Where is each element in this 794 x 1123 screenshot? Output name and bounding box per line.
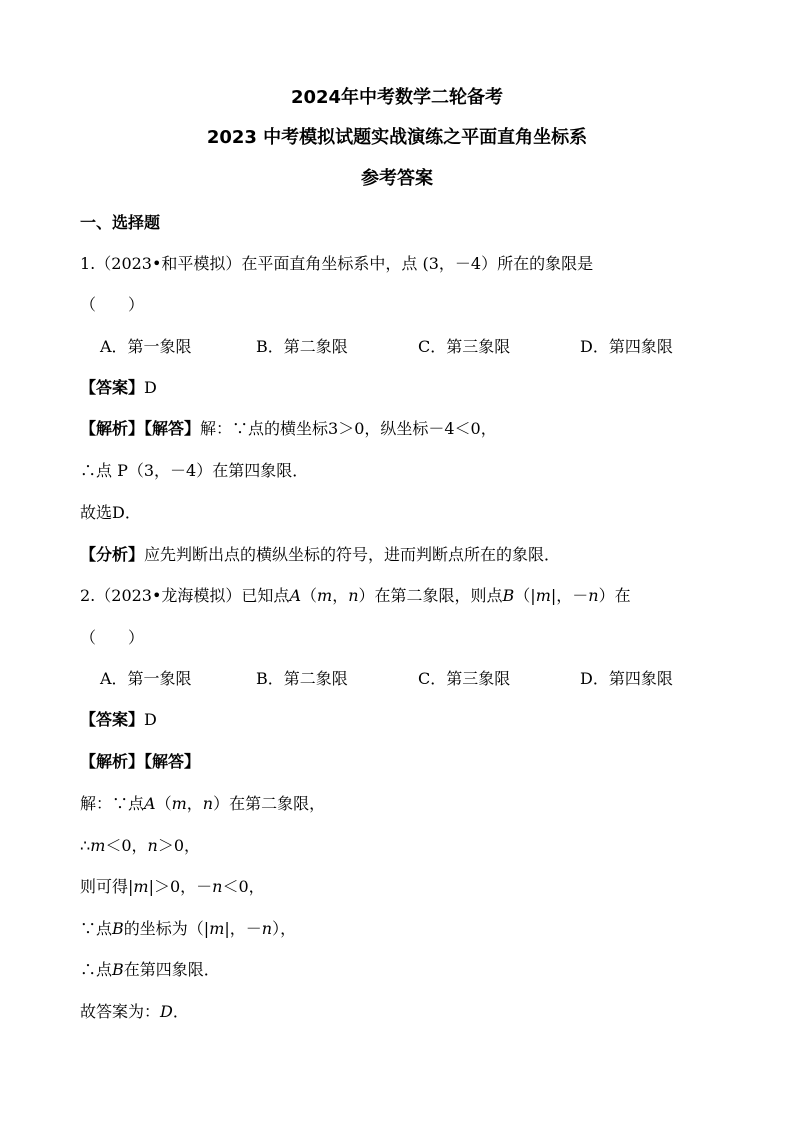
q2-option-c: C．第三象限 xyxy=(418,669,511,688)
q1-blank: （ ） xyxy=(80,295,145,314)
var-m: m xyxy=(90,836,106,855)
q2-stem-prefix: 2.（2023•龙海模拟）已知点 xyxy=(80,586,290,605)
q2-analysis-line1 xyxy=(80,793,734,815)
answer-value: D xyxy=(144,378,157,397)
q1-option-d: D．第四象限 xyxy=(580,337,673,356)
fenxi-tag: 【分析】 xyxy=(80,545,145,564)
text: ∴点 xyxy=(80,960,113,979)
q2-analysis-tag xyxy=(80,751,734,773)
text: 解：∵点 xyxy=(80,794,145,813)
q2-option-d: D．第四象限 xyxy=(580,669,673,688)
var-a: A xyxy=(144,794,156,813)
stem-text: ）在第二象限，则点 xyxy=(358,586,503,605)
text: ∵点 xyxy=(80,919,113,938)
text: 故答案为： xyxy=(80,1002,161,1021)
q2-analysis-line2 xyxy=(80,835,734,857)
document-title: 2024年中考数学二轮备考 xyxy=(290,87,504,108)
answer-tag: 【答案】 xyxy=(80,378,145,397)
var-b: B xyxy=(112,960,124,979)
analysis-tag: 【解析】【解答】 xyxy=(80,752,201,771)
stem-text: |，－ xyxy=(550,586,589,605)
q2-analysis-line5 xyxy=(80,959,734,981)
text: （ xyxy=(155,794,172,813)
var-m: m xyxy=(171,794,187,813)
text: ）， xyxy=(272,919,297,938)
q2-stem xyxy=(80,585,734,607)
stem-text: （| xyxy=(514,586,536,605)
analysis-tag: 【解析】【解答】 xyxy=(80,419,201,438)
document-subtitle: 2023 中考模拟试题实战演练之平面直角坐标系 xyxy=(206,127,588,148)
stem-text: ， xyxy=(332,586,349,605)
text: 在第四象限． xyxy=(123,960,220,979)
q1-fenxi xyxy=(80,544,734,566)
var-b: B xyxy=(502,586,515,605)
q1-stem: 1.（2023•和平模拟）在平面直角坐标系中，点 (3，－4）所在的象限是 xyxy=(80,254,594,273)
var-d: D xyxy=(160,1002,173,1021)
q1-answer xyxy=(80,377,734,399)
var-n: n xyxy=(212,877,223,896)
text: ． xyxy=(172,1002,189,1021)
fenxi-text: 应先判断出点的横纵坐标的符号，进而判断点所在的象限． xyxy=(144,545,561,564)
var-m: m xyxy=(535,586,551,605)
stem-text: ）在 xyxy=(598,586,631,605)
answer-tag: 【答案】 xyxy=(80,710,145,729)
answer-value: D xyxy=(144,710,157,729)
analysis-text: 解：∵点的横坐标3＞0，纵坐标－4＜0， xyxy=(200,419,497,438)
var-n: n xyxy=(348,586,359,605)
var-n: n xyxy=(147,836,158,855)
q2-option-b: B．第二象限 xyxy=(256,669,348,688)
q2-blank: （ ） xyxy=(80,628,145,647)
text: ＜0， xyxy=(105,836,148,855)
q1-option-a: A．第一象限 xyxy=(100,337,192,356)
q2-analysis-line6 xyxy=(80,1001,734,1023)
q2-analysis-line4 xyxy=(80,918,734,940)
q2-option-a: A．第一象限 xyxy=(100,669,192,688)
var-n: n xyxy=(202,794,214,813)
stem-text: （ xyxy=(301,586,318,605)
answer-key-heading: 参考答案 xyxy=(361,168,433,189)
var-a: A xyxy=(289,586,301,605)
q1-option-c: C．第三象限 xyxy=(418,337,511,356)
var-b: B xyxy=(112,919,124,938)
q1-analysis-line2: ∴点 P（3，－4）在第四象限． xyxy=(80,461,309,480)
text: ）在第二象限， xyxy=(213,794,326,813)
text: 则可得| xyxy=(80,877,134,896)
var-m: m xyxy=(209,919,225,938)
q2-analysis-line3 xyxy=(80,876,734,898)
var-n: n xyxy=(261,919,273,938)
var-m: m xyxy=(317,586,333,605)
text: ＞0， xyxy=(157,836,201,855)
q2-answer xyxy=(80,709,734,731)
text: ＜0， xyxy=(222,877,265,896)
q1-option-b: B．第二象限 xyxy=(256,337,348,356)
text: 的坐标为（| xyxy=(123,919,210,938)
q1-analysis-line3: 故选D． xyxy=(80,503,141,522)
var-n: n xyxy=(588,586,599,605)
text: |，－ xyxy=(224,919,262,938)
text: ， xyxy=(186,794,203,813)
q1-analysis xyxy=(80,418,734,440)
text: ∴ xyxy=(80,836,91,855)
var-m: m xyxy=(133,877,149,896)
section-heading: 一、选择题 xyxy=(80,213,161,232)
text: |＞0，－ xyxy=(148,877,213,896)
